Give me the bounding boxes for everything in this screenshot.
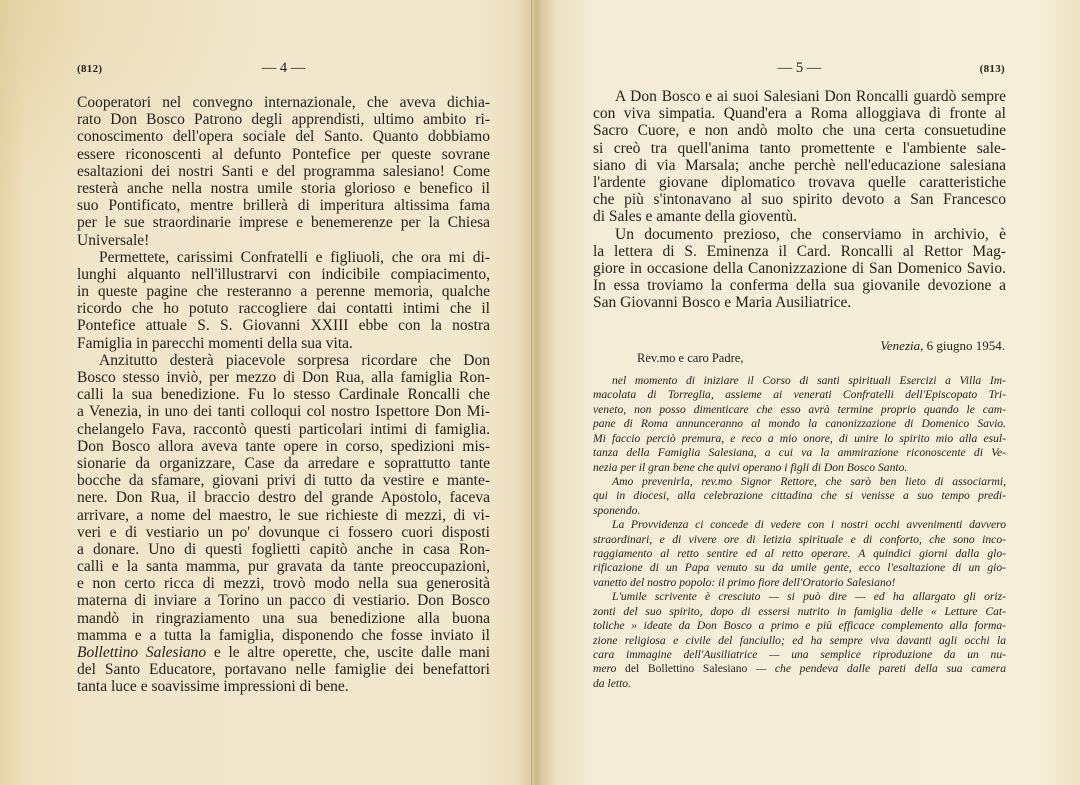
text-line: bocche da sfamare, giovani privi di tutto da vestire e mante- [77, 472, 490, 490]
text-line: straordinari, e di vivere ore di letizia spirituale e di conforto, che sono inco- [593, 532, 1006, 546]
text-line: a Venezia, in uno dei tanti colloqui col nostro Ispettore Don Mi- [77, 403, 490, 421]
text-line: chelangelo Fava, raccontò questi particolari intimi di famiglia. [77, 420, 490, 438]
text-line: resterà anche nella nostra umile storia glorioso e benefico il [77, 179, 490, 197]
text-line [77, 644, 490, 661]
text-line: L'umile scrivente è cresciuto — si può dire — ed ha allargato gli oriz- [612, 590, 1006, 604]
text-line: lunghi alquanto nell'illustrarvi con indicibile compiacimento, [77, 265, 490, 283]
letter-date: 6 giugno 1954. [926, 338, 1005, 353]
text-line: materna di inviare a Torino un pacco di vestiario. Don Bosco [77, 592, 490, 610]
letter-salutation: Rev.mo e caro Padre, [637, 351, 744, 365]
text-line: rificazione di un Papa venuto su da umile gente, ecco l'esaltazione di un gio- [593, 561, 1006, 575]
letter-paragraph [593, 475, 1006, 518]
text-line: mandò in ringraziamento una sua benedizione alla buona [77, 609, 490, 627]
letter-paragraph [593, 518, 1006, 590]
page-number-left: — 4 — [261, 60, 306, 76]
letter-paragraph [593, 590, 1006, 691]
text-line: si creò tra quell'anima tanto promettente e l'ambiente sale- [593, 139, 1006, 157]
text-line: in queste pagine che resteranno a perenne memoria, qualche [77, 283, 490, 301]
text-line: per le sue straordinarie imprese e benemerenze per la Chiesa [77, 214, 490, 232]
text-line: suo Pontificato, mentre brillerà di imperitura altissima fama [77, 197, 490, 215]
text-segment: del Bollettino Salesiano [625, 662, 748, 676]
letter-place: Venezia, [880, 338, 924, 353]
text-line: nere. Don Rua, il braccio destro del grande Apostolo, faceva [77, 489, 490, 507]
text-line: di Sales e amante della gioventù. [593, 208, 798, 226]
text-line: calli la sua benedizione. Fu lo stesso Cardinale Roncalli che [77, 386, 490, 404]
text-line: nel momento di iniziare il Corso di santi spirituali Esercizi a Villa Im- [612, 374, 1006, 387]
text-line: e non certo ricca di mezzi, trovò modo nella sua generosità [77, 575, 490, 593]
text-line: A Don Bosco e ai suoi Salesiani Don Roncalli guardò sempre [615, 88, 1006, 105]
text-line: sionarie da organizzare, Case da arredare e soprattutto tante [77, 454, 490, 472]
text-line: essere riconoscenti al defunto Pontefice per queste sovrane [77, 145, 490, 163]
text-line: In essa troviamo la conferma della sua giovanile devozione a [593, 277, 1006, 295]
right-page [536, 0, 1080, 785]
text-line: l'ardente giovane diplomatico trovava quelle caratteristiche [593, 173, 1006, 191]
paragraph [77, 94, 490, 249]
text-line: zione religiosa e civile del fanciullo; ed ha sempre viva davanti agli occhi la [593, 633, 1006, 647]
page-reference-right: (813) [979, 63, 1005, 75]
paragraph [593, 88, 1006, 226]
text-segment: mero [593, 662, 626, 676]
text-line: rato Don Bosco Patrono degli apprendisti, ultimo ambito ri- [77, 111, 490, 129]
text-line: siano di via Marsala; anche perchè nell'educazione salesiana [593, 156, 1006, 174]
text-line: Bosco stesso inviò, per mezzo di Don Rua, alla famiglia Ron- [77, 369, 490, 386]
left-page-body [77, 94, 490, 696]
text-line [593, 662, 1006, 676]
text-line: La Provvidenza ci concede di vedere con i nostri occhi avvenimenti davvero [612, 518, 1006, 532]
text-line: San Giovanni Bosco e Maria Ausiliatrice. [593, 294, 852, 312]
text-line: macolata di Torreglia, assieme ai venerati Confratelli dell'Episcopato Tri- [593, 388, 1006, 402]
text-line: Permettete, carissimi Confratelli e figliuoli, che ora mi di- [99, 248, 490, 266]
text-line: ricordo che ho potuto raccogliere dai contatti intimi che il [77, 300, 490, 318]
text-line: Pontefice attuale S. S. Giovanni XXIII ebbe con la nostra [77, 317, 490, 335]
text-line: qui in diocesi, alla celebrazione cittadina che si venisse a suo tempo predi- [593, 489, 1006, 503]
text-line: esaltazioni dei nostri Santi e del programma salesiano! Come [77, 162, 490, 180]
text-line: raggiamento al retto sentire ed al retto operare. A quindici giorni dalla glo- [593, 547, 1006, 561]
text-line: Sacro Cuore, e non andò molto che una certa consuetudine [593, 122, 1006, 140]
text-line: nezia per il gran bene che quivi operano i figli di Don Bosco Santo. [593, 460, 908, 474]
text-line: Cooperatori nel convegno internazionale, che aveva dichia- [77, 94, 490, 111]
text-line: la lettera di S. Eminenza il Card. Roncalli al Rettor Mag- [593, 242, 1006, 260]
paragraph [77, 249, 490, 352]
text-line: sponendo. [593, 503, 641, 517]
paragraph [593, 226, 1006, 312]
text-line: del Santo Educatore, portavano nelle famiglie dei benefattori [77, 661, 490, 679]
left-page [0, 0, 536, 785]
text-line: Anzitutto desterà piacevole sorpresa ricordare che Don [99, 351, 490, 369]
text-line: cara immagine dell'Ausiliatrice — una semplice riproduzione da un nu- [593, 648, 1006, 662]
text-segment: e le altre operette, che, uscite dalle mani [206, 644, 491, 661]
text-line: mamma e a tutta la famiglia, disponendo che fosse inviato il [77, 626, 490, 644]
text-segment: — che pendeva dalle pareti della sua camera [747, 662, 1006, 676]
text-line: veri e di vestiario un po' dovunque ci fossero cuori disposti [77, 523, 490, 541]
text-line: Amo prevenirla, rev.mo Signor Rettore, che sarò ben lieto di associarmi, [612, 474, 1006, 488]
letter-date-line [880, 339, 1005, 353]
letter-body [593, 374, 1006, 691]
text-line: vanetto del nostro popolo: il primo fiore dell'Oratorio Salesiano! [593, 575, 896, 589]
text-line: giore in occasione della Canonizzazione di San Domenico Savio. [593, 259, 1006, 277]
text-line: che più s'intonavano al suo spirito devoto a San Francesco [593, 191, 1006, 209]
paragraph [77, 352, 490, 696]
right-page-body [593, 88, 1006, 311]
text-line: Don Bosco allora aveva tante opere in corso, spedizioni mis- [77, 437, 490, 455]
text-line: toliche » ideate da Don Bosco a primo e più efficace complemento alla forma- [593, 619, 1006, 633]
text-line: da letto. [593, 676, 631, 690]
text-line: arrivare, a nome del maestro, le sue richieste di mezzi, di vi- [77, 506, 490, 524]
text-line: calli e la santa mamma, pur gravata da tante preoccupazioni, [77, 558, 490, 576]
letter-paragraph [593, 374, 1006, 475]
text-segment: Bollettino Salesiano [77, 644, 207, 661]
text-line: con viva simpatia. Quand'era a Roma alloggiava di fronte al [593, 105, 1006, 123]
page-fold [531, 0, 532, 785]
text-line: tanta luce e soavissime impressioni di bene. [77, 678, 349, 696]
text-line: veneto, non posso dimenticare che esso avrà termine proprio quando le cam- [593, 402, 1006, 416]
text-line: Famiglia in parecchi momenti della sua vita. [77, 334, 353, 352]
page-reference-left: (812) [77, 63, 103, 75]
text-line: Universale! [77, 231, 150, 249]
text-line: Mi faccio perciò premura, e reco a mio onore, di unire lo spirito mio alla esul- [593, 431, 1006, 445]
text-line: a donare. Uno di questi foglietti capitò anche in casa Ron- [77, 540, 490, 558]
page-number-right: — 5 — [777, 60, 822, 76]
text-line: tanza della Famiglia Salesiana, a cui va la ammirazione riconoscente di Ve- [593, 446, 1006, 460]
text-line: conoscimento dell'opera sociale del Santo. Quanto dobbiamo [77, 128, 490, 146]
text-line: Un documento prezioso, che conserviamo in archivio, è [615, 225, 1006, 243]
text-line: zonti del suo spirito, dopo di essersi nutrito in famiglia delle « Letture Cat- [593, 604, 1006, 618]
text-line: pane di Roma annunceranno al mondo la canonizzazione di Domenico Savio. [593, 417, 1006, 431]
